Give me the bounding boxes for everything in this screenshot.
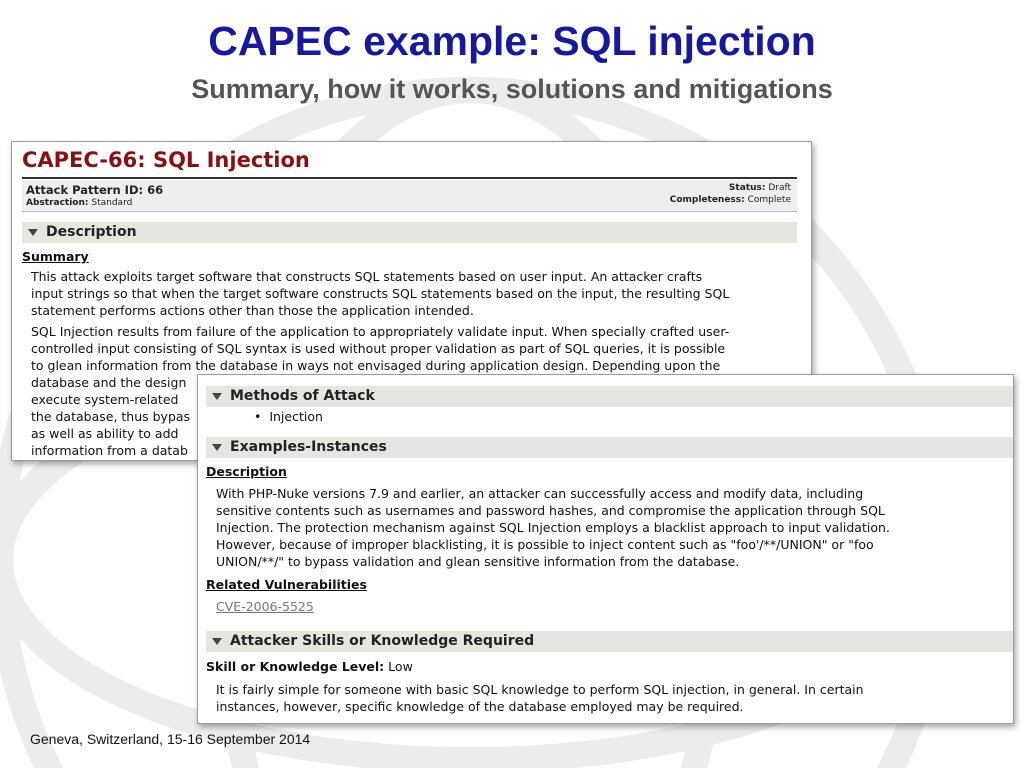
example-line: However, because of improper blacklisting, it is possible to inject content such as "foo'/**/UNION" or "foo	[216, 537, 874, 552]
section-description[interactable]	[22, 222, 797, 243]
summary-line: This attack exploits target software that constructs SQL statements based on user input. An attacker crafts	[31, 269, 703, 284]
abstraction-label: Abstraction:	[26, 198, 89, 208]
capec-page-title: CAPEC-66: SQL Injection	[22, 148, 310, 172]
slide-subtitle: Summary, how it works, solutions and mitigations	[191, 74, 833, 104]
section-skills-label: Attacker Skills or Knowledge Required	[230, 633, 535, 649]
abstraction-value: Standard	[91, 198, 133, 208]
section-examples-instances[interactable]	[206, 437, 1013, 458]
summary2-line: information from a datab	[31, 443, 188, 458]
summary-line: input strings so that when the target software constructs SQL statements based on the input, the resulting SQL	[31, 286, 730, 301]
section-methods-label: Methods of Attack	[230, 388, 375, 404]
status-field	[729, 183, 791, 193]
example-line: Injection. The protection mechanism against SQL Injection employs a blacklist approach to input validation.	[216, 520, 890, 535]
section-description-label: Description	[46, 224, 137, 240]
summary2-line: database and the design	[31, 375, 187, 390]
method-item-label: Injection	[269, 409, 323, 424]
example-line: sensitive contents such as usernames and password hashes, and compromise the application through SQL	[216, 503, 885, 518]
related-vulnerabilities-heading: Related Vulnerabilities	[206, 577, 367, 592]
skill-level-field	[206, 659, 413, 674]
summary2-line: as well as ability to add	[31, 426, 179, 441]
summary-heading: Summary	[22, 249, 89, 264]
example-line: UNION/**/" to bypass validation and glean sensitive information from the database.	[216, 554, 740, 569]
status-value: Draft	[768, 183, 791, 193]
section-methods-of-attack[interactable]	[206, 386, 1013, 407]
collapse-triangle-icon[interactable]	[212, 444, 222, 451]
cve-link[interactable]: CVE-2006-5525	[216, 599, 314, 614]
title-divider	[22, 177, 797, 179]
skill-level-label: Skill or Knowledge Level:	[206, 659, 385, 674]
capec-page-screenshot-bottom	[197, 374, 1014, 724]
example-paragraph	[216, 485, 1011, 570]
slide-footer: Geneva, Switzerland, 15-16 September 2014	[30, 731, 311, 747]
summary2-line: execute system-related	[31, 392, 179, 407]
collapse-triangle-icon[interactable]	[212, 393, 222, 400]
method-list-item	[254, 409, 323, 424]
status-label: Status:	[728, 183, 766, 193]
slide-title: CAPEC example: SQL injection	[208, 18, 816, 64]
attack-pattern-meta-box	[22, 180, 797, 212]
summary2-line: the database, thus bypas	[31, 409, 191, 424]
bullet-icon: •	[254, 409, 270, 424]
summary-line: statement performs actions other than those the application intended.	[31, 303, 474, 318]
example-description-heading: Description	[206, 464, 287, 479]
section-attacker-skills[interactable]	[206, 631, 1013, 652]
completeness-field	[670, 195, 791, 205]
completeness-value: Complete	[747, 195, 791, 205]
summary2-line: SQL Injection results from failure of the application to appropriately validate input. When specially crafted user-	[31, 324, 730, 339]
completeness-label: Completeness:	[669, 195, 745, 205]
skill-paragraph	[216, 681, 1011, 715]
skill-line: It is fairly simple for someone with basic SQL knowledge to perform SQL injection, in general. In certain	[216, 682, 864, 697]
skill-line: instances, however, specific knowledge of the database employed may be required.	[216, 699, 744, 714]
summary2-line: controlled input consisting of SQL syntax is used without proper validation as part of SQL queries, it is possible	[31, 341, 726, 356]
attack-pattern-id: Attack Pattern ID: 66	[26, 183, 164, 197]
summary-paragraph	[31, 268, 811, 319]
section-examples-label: Examples-Instances	[230, 439, 387, 455]
collapse-triangle-icon[interactable]	[28, 229, 38, 236]
summary2-line: to glean information from the database in ways not envisaged during application design. Depending upon the	[31, 358, 721, 373]
collapse-triangle-icon[interactable]	[212, 638, 222, 645]
example-line: With PHP-Nuke versions 7.9 and earlier, an attacker can successfully access and modify data, including	[216, 486, 864, 501]
skill-level-value: Low	[388, 659, 413, 674]
abstraction-field	[26, 198, 132, 208]
